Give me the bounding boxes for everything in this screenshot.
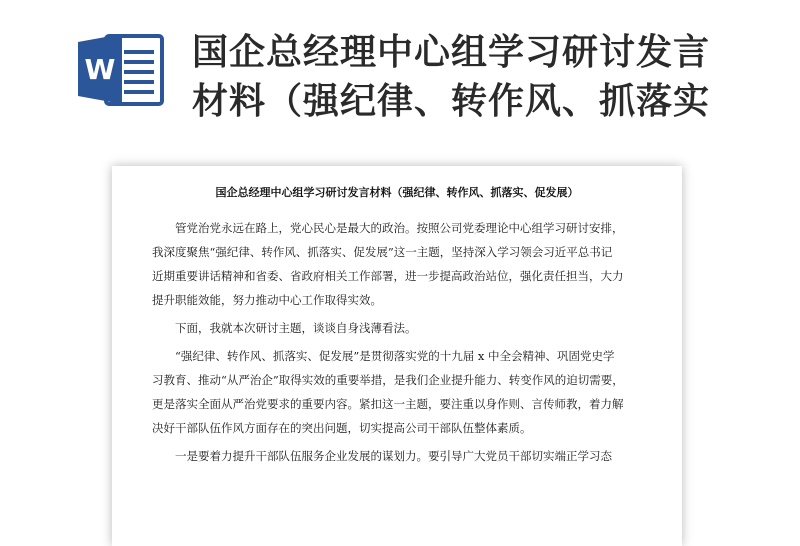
paragraph-line: 更是落实全面从严治党要求的重要内容。紧扣这一主题，要注重以身作则、言传师教，着力解 — [152, 397, 624, 411]
word-icon — [76, 30, 166, 108]
document-paragraph — [152, 316, 652, 340]
word-icon-letter: W — [84, 53, 116, 86]
paragraph-line: 管党治党永远在路上，党心民心是最大的政治。按照公司党委理论中心组学习研讨安排， — [175, 221, 624, 235]
header-banner — [0, 0, 800, 150]
paragraph-line: 下面，我就本次研讨主题，谈谈自身浅薄看法。 — [175, 321, 417, 335]
paragraph-line: “强纪律、转作风、抓落实、促发展”是贯彻落实党的十九届 x 中全会精神、巩固党史学 — [175, 349, 615, 363]
document-paragraph — [152, 344, 652, 440]
paragraph-line: 我深度聚焦“强纪律、转作风、抓落实、促发展”这一主题，坚持深入学习领会习近平总书记 — [152, 245, 613, 259]
paragraph-line: 习教育、推动“从严治企”取得实效的重要举措，是我们企业提升能力、转变作风的迫切需要， — [152, 373, 624, 387]
document-paragraph — [152, 444, 652, 468]
document-paragraph — [152, 216, 652, 312]
paragraph-line: 决好干部队伍作风方面存在的突出问题，切实提高公司干部队伍整体素质。 — [152, 421, 532, 435]
paragraph-line: 提升职能效能，努力推动中心工作取得实效。 — [152, 293, 382, 307]
document-body — [152, 216, 652, 472]
paragraph-line: 近期重要讲话精神和省委、省政府相关工作部署，进一步提高政治站位，强化责任担当，大力 — [152, 269, 624, 283]
document-heading: 国企总经理中心组学习研讨发言材料（强纪律、转作风、抓落实、促发展） — [215, 186, 579, 199]
page-title-line-2: 材料（强纪律、转作风、抓落实 — [192, 81, 711, 122]
page-title — [192, 28, 792, 126]
document-page — [112, 166, 682, 546]
page-title-line-1: 国企总经理中心组学习研讨发言 — [192, 32, 711, 73]
paragraph-line: 一是要着力提升干部队伍服务企业发展的谋划力。要引导广大党员干部切实端正学习态 — [175, 449, 612, 463]
